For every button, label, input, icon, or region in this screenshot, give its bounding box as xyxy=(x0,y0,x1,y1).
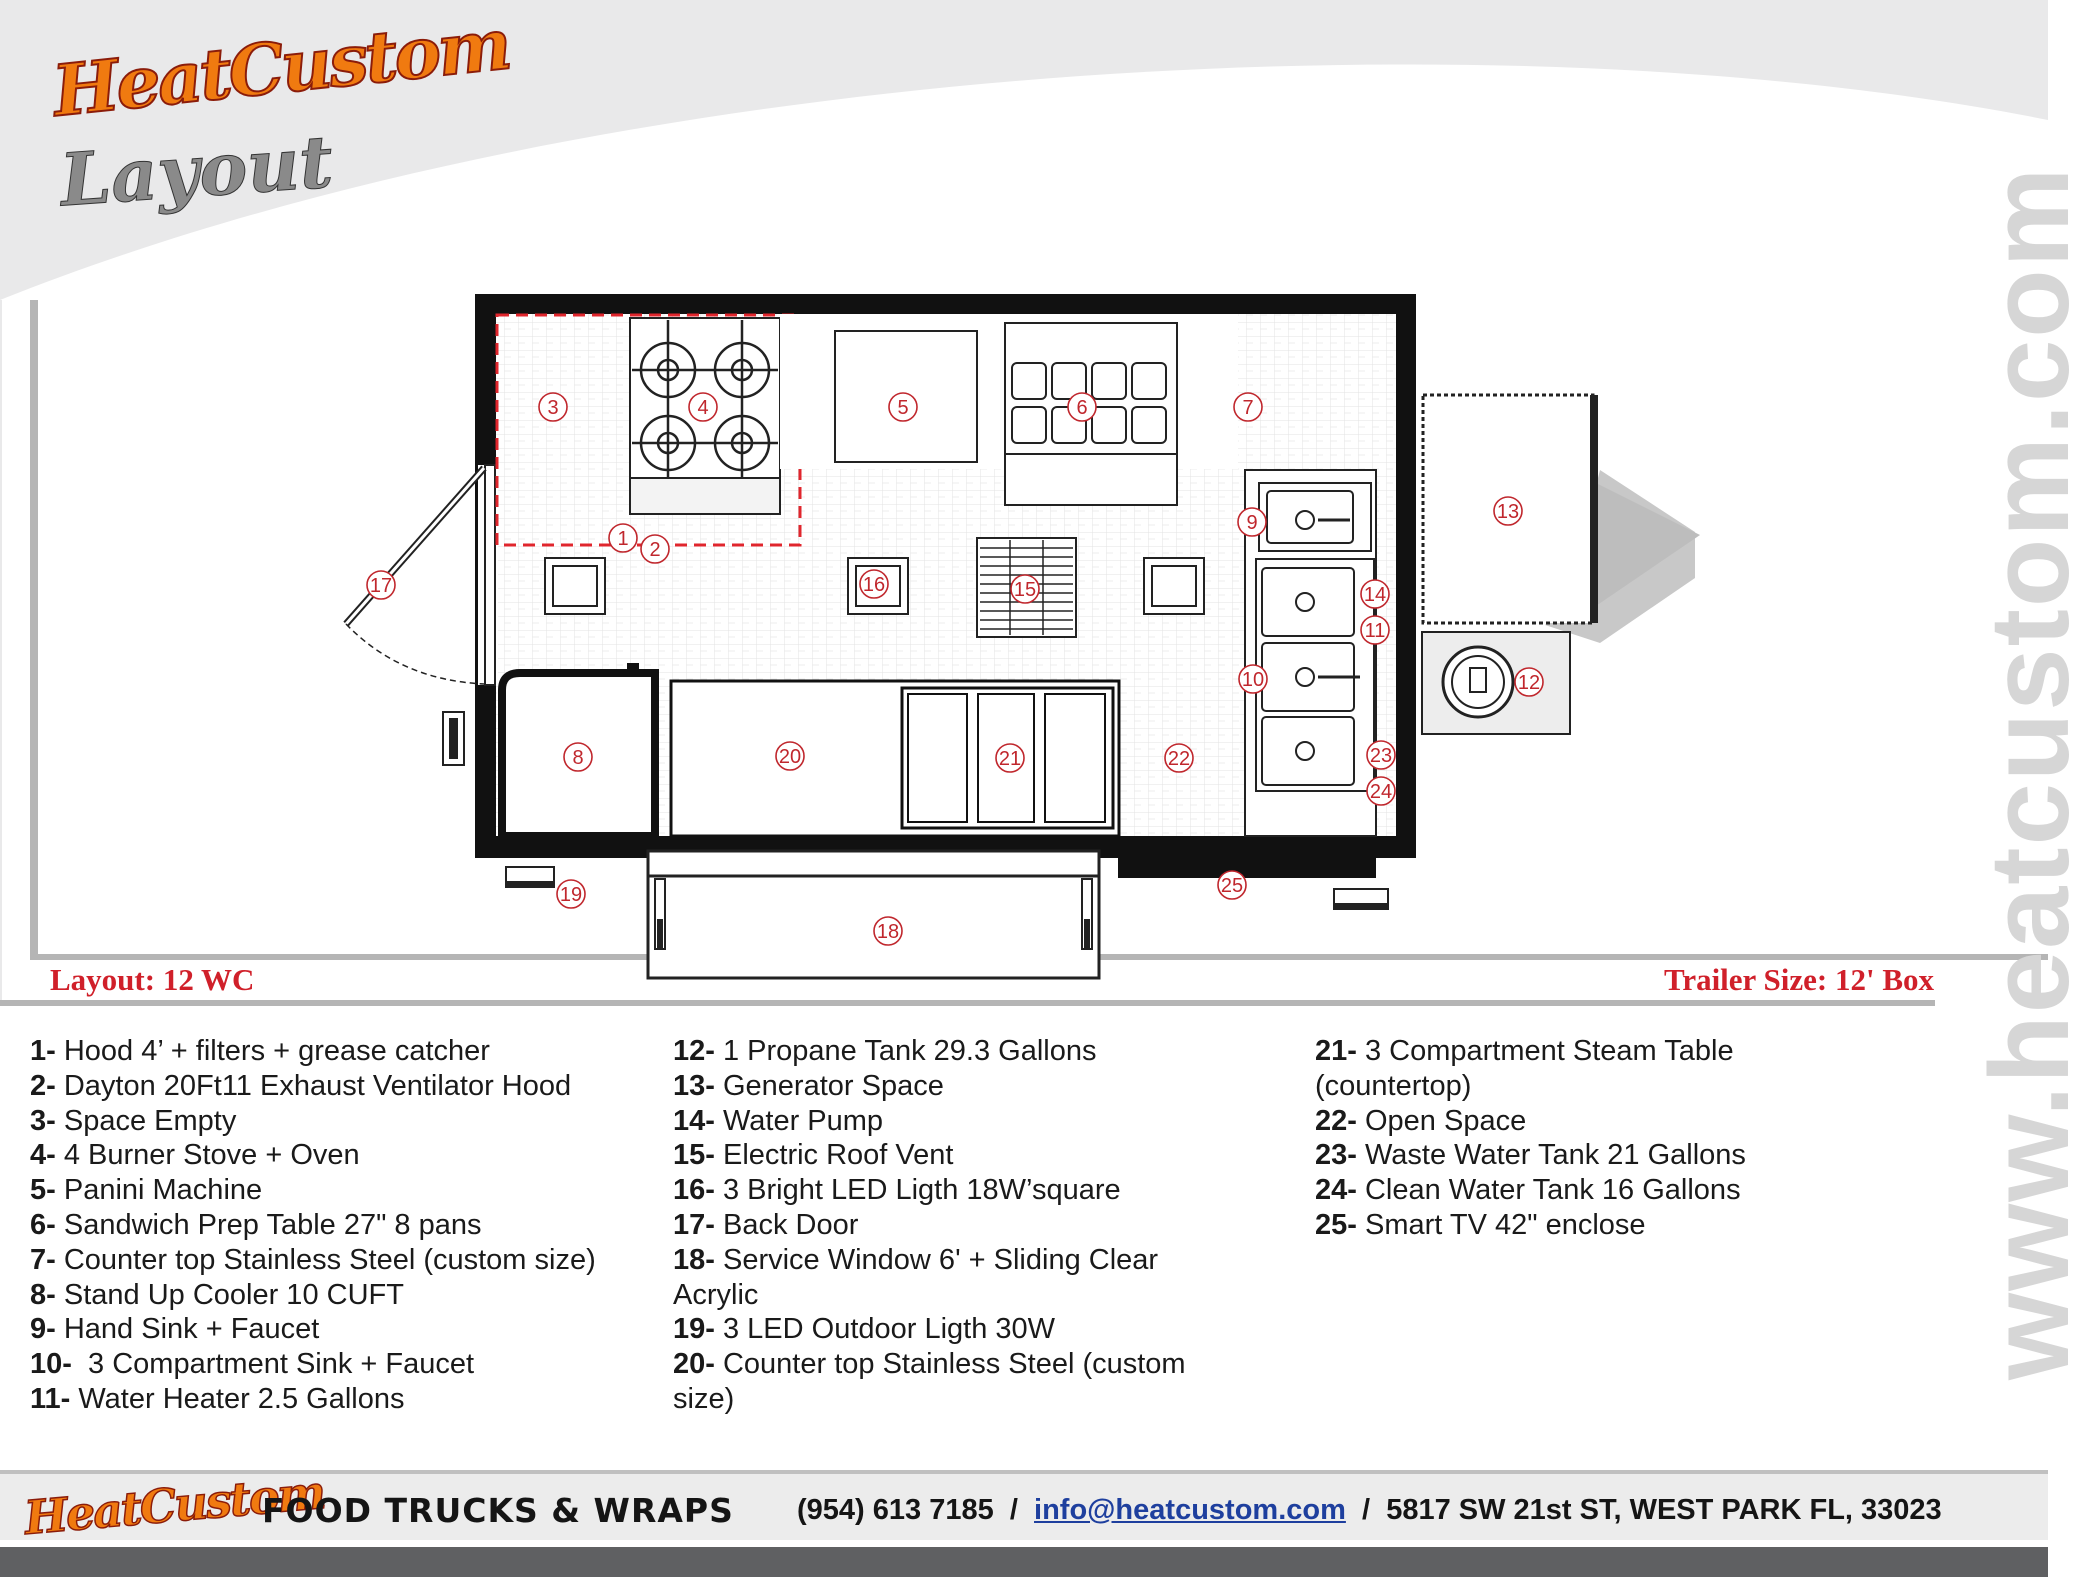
legend-item-number: 25- xyxy=(1315,1208,1357,1241)
legend-item-text: Sandwich Prep Table 27" 8 pans xyxy=(55,1208,482,1241)
legend-item xyxy=(1315,1208,1875,1243)
page-heading: Layout xyxy=(57,118,336,223)
marker-label: 12 xyxy=(1517,672,1541,694)
legend-item xyxy=(30,1173,670,1208)
marker-label: 5 xyxy=(897,397,909,419)
marker-label: 17 xyxy=(369,575,393,597)
marker-22 xyxy=(1165,744,1193,772)
legend-item-number: 24- xyxy=(1315,1174,1357,1207)
marker-label: 2 xyxy=(649,539,661,561)
legend-item-text: Waste Water Tank 21 Gallons xyxy=(1356,1139,1746,1172)
marker-label: 18 xyxy=(876,921,900,943)
marker-label: 14 xyxy=(1363,584,1387,606)
legend-item-text: 3 Compartment Sink + Faucet xyxy=(71,1348,475,1381)
marker-label: 7 xyxy=(1242,397,1254,419)
legend-item xyxy=(1315,1138,1875,1173)
marker-24 xyxy=(1367,777,1395,805)
legend-item-number: 23- xyxy=(1315,1139,1357,1172)
legend-item-text: Panini Machine xyxy=(55,1174,263,1207)
legend-column-1 xyxy=(30,1034,670,1417)
marker-label: 21 xyxy=(998,748,1022,770)
marker-label: 1 xyxy=(617,528,629,550)
marker-3 xyxy=(539,393,567,421)
legend-item-number: 1- xyxy=(30,1035,56,1067)
legend-item-text: Electric Roof Vent xyxy=(714,1139,954,1172)
marker-label: 22 xyxy=(1167,748,1191,770)
marker-label: 8 xyxy=(572,747,584,769)
marker-label: 4 xyxy=(697,397,709,419)
legend-item-text: Open Space xyxy=(1356,1104,1527,1137)
legend-item xyxy=(30,1278,670,1313)
legend-item-text: Counter top Stainless Steel (custom size) xyxy=(673,1348,1194,1415)
footer-contact xyxy=(797,1494,1942,1527)
email-link[interactable]: info@heatcustom.com xyxy=(1034,1494,1346,1526)
legend-item xyxy=(1315,1173,1875,1208)
legend-item-number: 4- xyxy=(30,1139,56,1172)
legend-item-number: 2- xyxy=(30,1069,56,1102)
marker-10 xyxy=(1239,665,1267,693)
legend-item-number: 3- xyxy=(30,1104,56,1137)
marker-21 xyxy=(996,744,1024,772)
marker-label: 15 xyxy=(1013,579,1037,601)
footer-logo: HeatCustom xyxy=(22,1465,327,1545)
legend-item-text: Counter top Stainless Steel (custom size) xyxy=(55,1243,596,1276)
legend-item-number: 13- xyxy=(673,1069,715,1102)
legend-item xyxy=(1315,1034,1875,1104)
marker-19 xyxy=(557,880,585,908)
legend-item-number: 18- xyxy=(673,1243,715,1276)
separator: / xyxy=(1345,1494,1387,1526)
legend-item-number: 12- xyxy=(673,1035,715,1067)
legend-item xyxy=(673,1104,1243,1139)
marker-label: 20 xyxy=(778,746,802,768)
marker-23 xyxy=(1367,741,1395,769)
marker-9 xyxy=(1238,508,1266,536)
marker-label: 11 xyxy=(1364,620,1386,642)
marker-6 xyxy=(1068,393,1096,421)
legend-item xyxy=(30,1034,670,1069)
legend-item-text: 1 Propane Tank 29.3 Gallons xyxy=(714,1035,1097,1067)
legend-item xyxy=(673,1069,1243,1104)
layout-label: Layout: 12 WC xyxy=(50,962,255,997)
legend-item xyxy=(1315,1104,1875,1139)
footer-tagline: FOOD TRUCKS & WRAPS xyxy=(262,1491,734,1530)
legend-item xyxy=(30,1138,670,1173)
legend-item-number: 21- xyxy=(1315,1035,1357,1067)
legend-item-number: 16- xyxy=(673,1174,715,1207)
legend-item-text: 4 Burner Stove + Oven xyxy=(55,1139,360,1172)
legend-item xyxy=(673,1034,1243,1069)
legend-item-number: 8- xyxy=(30,1278,56,1311)
legend-item xyxy=(30,1104,670,1139)
marker-label: 10 xyxy=(1241,669,1265,691)
marker-20 xyxy=(776,742,804,770)
separator: / xyxy=(993,1494,1035,1526)
heatcustom-logo: HeatCustom xyxy=(48,2,513,133)
smart-tv xyxy=(1118,857,1376,878)
legend-column-2 xyxy=(673,1034,1243,1417)
marker-8 xyxy=(564,743,592,771)
legend-item-text: 3 Bright LED Ligth 18W’square xyxy=(714,1174,1121,1207)
marker-label: 6 xyxy=(1076,397,1088,419)
marker-label: 16 xyxy=(862,574,886,596)
legend-item-text: Stand Up Cooler 10 CUFT xyxy=(55,1278,404,1311)
legend-item-number: 6- xyxy=(30,1208,56,1241)
legend-item-text: Space Empty xyxy=(55,1104,237,1137)
legend-item-number: 9- xyxy=(30,1313,56,1346)
legend-item-text: Service Window 6' + Sliding Clear Acrylic xyxy=(673,1243,1165,1311)
marker-label: 23 xyxy=(1369,745,1393,767)
marker-2 xyxy=(641,535,669,563)
marker-13 xyxy=(1494,497,1522,525)
legend-item xyxy=(673,1347,1243,1417)
legend-item-text: Water Heater 2.5 Gallons xyxy=(70,1382,405,1415)
legend-item-text: Hood 4’ + filters + grease catcher xyxy=(55,1035,490,1067)
legend-item xyxy=(673,1312,1243,1347)
legend-item-number: 20- xyxy=(673,1348,715,1381)
marker-1 xyxy=(609,524,637,552)
legend-item xyxy=(673,1243,1243,1313)
marker-label: 19 xyxy=(559,884,583,906)
marker-label: 9 xyxy=(1246,512,1258,534)
legend-item-text: 3 Compartment Steam Table (countertop) xyxy=(1315,1035,1742,1102)
legend-item xyxy=(673,1138,1243,1173)
legend-item-number: 7- xyxy=(30,1243,56,1276)
legend-item-number: 17- xyxy=(673,1208,715,1241)
website-watermark: www.heatcustom.com xyxy=(1967,165,2092,1380)
legend-item xyxy=(30,1382,670,1417)
legend-item xyxy=(30,1069,670,1104)
marker-12 xyxy=(1515,668,1543,696)
marker-25 xyxy=(1218,871,1246,899)
legend-item-number: 10- xyxy=(30,1348,72,1381)
marker-label: 25 xyxy=(1220,875,1244,897)
legend-item-text: 3 LED Outdoor Ligth 30W xyxy=(714,1313,1056,1346)
trailer-size-label: Trailer Size: 12' Box xyxy=(1663,962,1934,997)
legend-item-text: Generator Space xyxy=(714,1069,944,1102)
address: 5817 SW 21st ST, WEST PARK FL, 33023 xyxy=(1386,1494,1942,1526)
legend-item-text: Clean Water Tank 16 Gallons xyxy=(1356,1174,1741,1207)
legend-item-number: 22- xyxy=(1315,1104,1357,1137)
legend-item xyxy=(30,1312,670,1347)
legend-item xyxy=(30,1243,670,1278)
legend-item-text: Back Door xyxy=(714,1208,859,1241)
marker-4 xyxy=(689,393,717,421)
marker-label: 24 xyxy=(1369,781,1393,803)
legend-item-text: Smart TV 42" enclose xyxy=(1356,1208,1646,1241)
legend-item xyxy=(673,1208,1243,1243)
marker-11 xyxy=(1361,616,1389,644)
marker-16 xyxy=(860,570,888,598)
legend-item xyxy=(30,1347,670,1382)
marker-18 xyxy=(874,917,902,945)
marker-15 xyxy=(1011,575,1039,603)
marker-7 xyxy=(1234,393,1262,421)
legend-item-number: 15- xyxy=(673,1139,715,1172)
marker-17 xyxy=(367,571,395,599)
legend-item-text: Dayton 20Ft11 Exhaust Ventilator Hood xyxy=(55,1069,572,1102)
legend-item-text: Hand Sink + Faucet xyxy=(55,1313,320,1346)
phone-number: (954) 613 7185 xyxy=(797,1494,994,1526)
marker-5 xyxy=(889,393,917,421)
legend-item-number: 11- xyxy=(30,1382,71,1415)
legend-column-3 xyxy=(1315,1034,1875,1243)
legend-item-number: 19- xyxy=(673,1313,715,1346)
legend-item-text: Water Pump xyxy=(714,1104,884,1137)
marker-label: 13 xyxy=(1496,501,1520,523)
legend-item xyxy=(30,1208,670,1243)
marker-label: 3 xyxy=(547,397,559,419)
legend-item xyxy=(673,1173,1243,1208)
marker-14 xyxy=(1361,580,1389,608)
legend-item-number: 14- xyxy=(673,1104,715,1137)
legend-item-number: 5- xyxy=(30,1174,56,1207)
